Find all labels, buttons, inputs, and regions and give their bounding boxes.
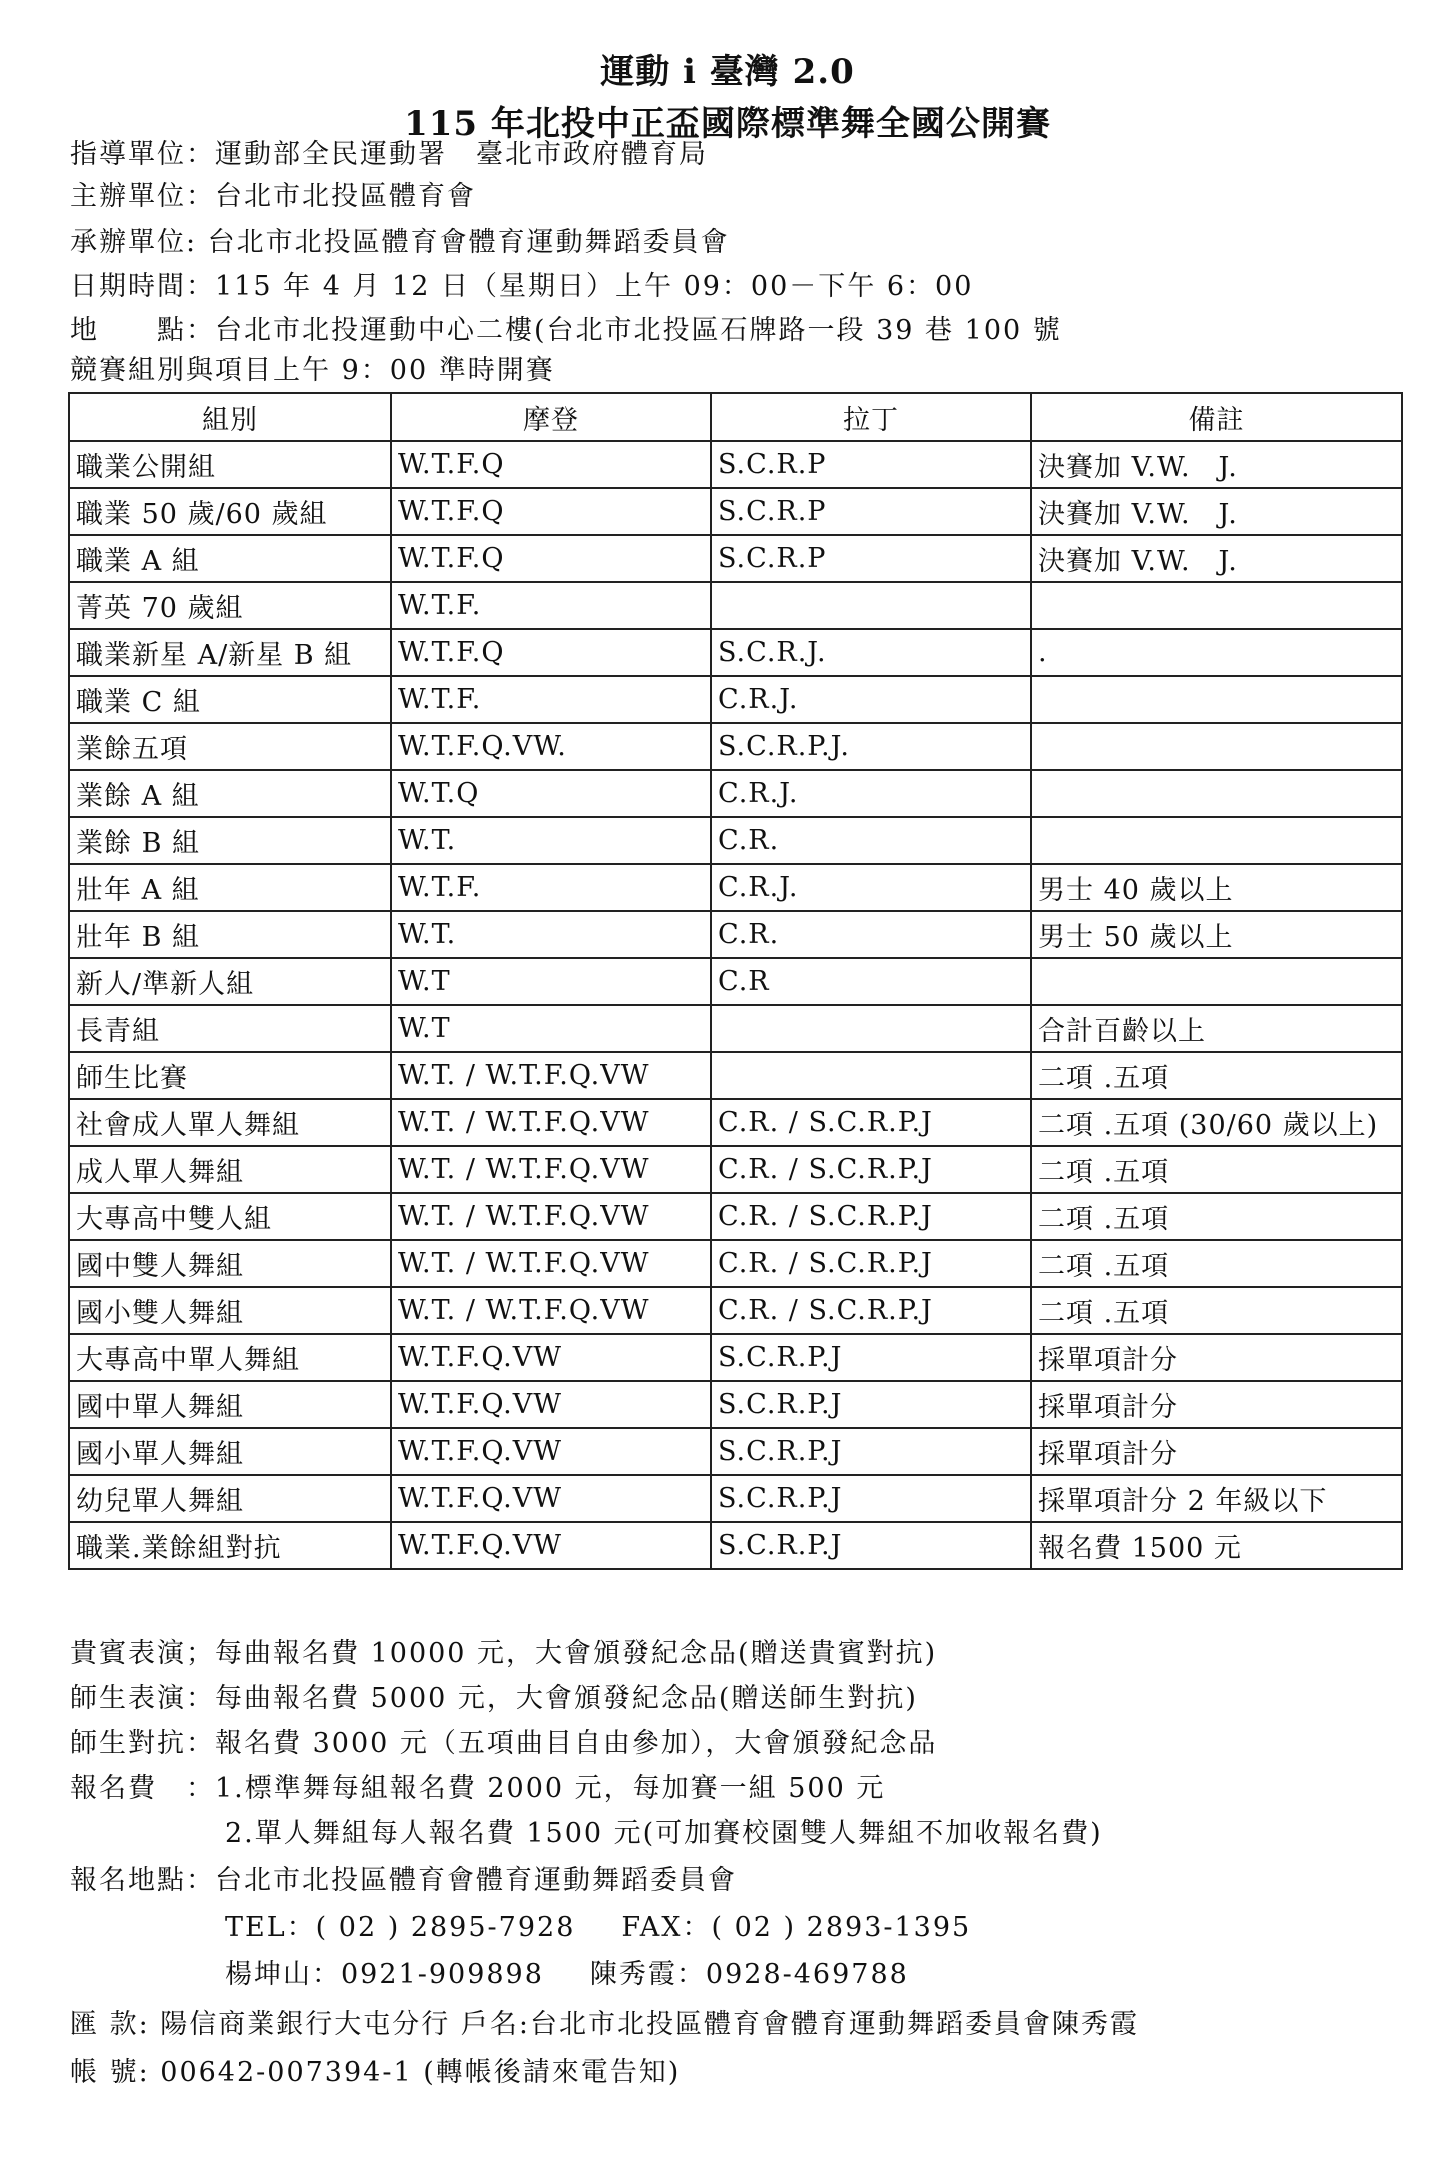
group-cell: 國小雙人舞組 [69,1287,391,1334]
modern-cell: W.T. [391,911,711,958]
group-cell: 大專高中雙人組 [69,1193,391,1240]
remarks-cell: 男士 50 歲以上 [1031,911,1402,958]
modern-cell: W.T. / W.T.F.Q.VW [391,1099,711,1146]
group-cell: 業餘 B 組 [69,817,391,864]
modern-cell: W.T.Q [391,770,711,817]
modern-cell: W.T. / W.T.F.Q.VW [391,1146,711,1193]
modern-cell: W.T.F.Q [391,441,711,488]
remarks-cell: 決賽加 V.W. J. [1031,488,1402,535]
table-row [69,911,1402,958]
group-cell: 職業.業餘組對抗 [69,1522,391,1569]
modern-cell: W.T.F. [391,582,711,629]
modern-cell: W.T. / W.T.F.Q.VW [391,1193,711,1240]
fax: FAX：( 02 ) 2893-1395 [621,1912,972,1943]
fee-line-1: 報名費 ：1.標準舞每組報名費 2000 元，每加賽一組 500 元 [70,1773,886,1804]
table-row [69,1381,1402,1428]
group-cell: 壯年 A 組 [69,864,391,911]
table-row [69,1334,1402,1381]
group-cell: 長青組 [69,1005,391,1052]
remarks-cell: 採單項計分 [1031,1381,1402,1428]
group-cell: 菁英 70 歲組 [69,582,391,629]
registration-place: 報名地點：台北市北投區體育會體育運動舞蹈委員會 [70,1865,737,1896]
table-row [69,441,1402,488]
remarks-cell [1031,582,1402,629]
contacts [225,1958,909,1992]
latin-cell: S.C.R.P.J [711,1428,1031,1475]
remarks-cell [1031,770,1402,817]
table-row [69,1240,1402,1287]
group-cell: 成人單人舞組 [69,1146,391,1193]
remarks-cell: 報名費 1500 元 [1031,1522,1402,1569]
latin-cell: C.R. [711,911,1031,958]
table-row [69,723,1402,770]
group-cell: 職業 50 歲/60 歲組 [69,488,391,535]
account-number: 帳 號: 00642-007394-1 (轉帳後請來電告知) [70,2057,681,2088]
modern-cell: W.T.F.Q.VW [391,1428,711,1475]
table-row [69,535,1402,582]
vip-performance: 貴賓表演；每曲報名費 10000 元，大會頒發紀念品(贈送貴賓對抗) [70,1638,938,1669]
remarks-cell: 合計百齡以上 [1031,1005,1402,1052]
modern-cell: W.T.F.Q [391,488,711,535]
header-modern: 摩登 [391,393,711,441]
latin-cell: S.C.R.P.J [711,1475,1031,1522]
latin-cell [711,1005,1031,1052]
latin-cell: C.R. / S.C.R.P.J [711,1146,1031,1193]
modern-cell: W.T [391,958,711,1005]
latin-cell: S.C.R.P.J [711,1381,1031,1428]
group-cell: 社會成人單人舞組 [69,1099,391,1146]
remarks-cell [1031,958,1402,1005]
modern-cell: W.T.F.Q.VW. [391,723,711,770]
fee-line-2: 2.單人舞組每人報名費 1500 元(可加賽校園雙人舞組不加收報名費) [225,1818,1103,1849]
location-value: 台北市北投運動中心二樓(台北市北投區石牌路一段 39 巷 100 號 [215,315,1062,346]
latin-cell: S.C.R.P [711,535,1031,582]
group-cell: 職業 C 組 [69,676,391,723]
title-line-2: 115 年北投中正盃國際標準舞全國公開賽 [404,104,1051,144]
contact-2: 陳秀霞：0928-469788 [589,1959,909,1990]
latin-cell: S.C.R.J. [711,629,1031,676]
latin-cell: C.R.J. [711,770,1031,817]
remarks-cell: 二項 .五項 [1031,1193,1402,1240]
table-row [69,1287,1402,1334]
teacher-vs: 師生對抗：報名費 3000 元（五項曲目自由參加），大會頒發紀念品 [70,1728,938,1759]
remarks-cell: 採單項計分 2 年級以下 [1031,1475,1402,1522]
group-cell: 職業 A 組 [69,535,391,582]
title-line-1: 運動 i 臺灣 2.0 [600,52,855,92]
table-row [69,1052,1402,1099]
table-row [69,770,1402,817]
table-row [69,1193,1402,1240]
latin-cell: C.R.J. [711,864,1031,911]
latin-cell: C.R. / S.C.R.P.J [711,1287,1031,1334]
modern-cell: W.T. [391,817,711,864]
table-row [69,1522,1402,1569]
guidance-unit: 指導單位：運動部全民運動署 臺北市政府體育局 [70,139,708,170]
modern-cell: W.T.F.Q.VW [391,1522,711,1569]
header-group: 組別 [69,393,391,441]
modern-cell: W.T.F. [391,676,711,723]
table-row [69,1099,1402,1146]
telephone: TEL：( 02 ) 2895-7928 [225,1912,576,1943]
modern-cell: W.T.F.Q.VW [391,1334,711,1381]
group-cell: 大專高中單人舞組 [69,1334,391,1381]
table-row [69,629,1402,676]
latin-cell: S.C.R.P [711,441,1031,488]
modern-cell: W.T.F.Q.VW [391,1475,711,1522]
modern-cell: W.T. / W.T.F.Q.VW [391,1287,711,1334]
group-cell: 國中雙人舞組 [69,1240,391,1287]
group-cell: 新人/準新人組 [69,958,391,1005]
remarks-cell: 採單項計分 [1031,1334,1402,1381]
modern-cell: W.T. / W.T.F.Q.VW [391,1240,711,1287]
table-row [69,1428,1402,1475]
latin-cell [711,1052,1031,1099]
group-cell: 國中單人舞組 [69,1381,391,1428]
table-row [69,676,1402,723]
table-body [69,441,1402,1569]
event-location [70,314,1062,348]
latin-cell: S.C.R.P.J [711,1522,1031,1569]
modern-cell: W.T.F. [391,864,711,911]
latin-cell: C.R. / S.C.R.P.J [711,1099,1031,1146]
table-row [69,582,1402,629]
modern-cell: W.T [391,1005,711,1052]
location-label: 地 點： [70,315,215,346]
executor-unit: 承辦單位: 台北市北投區體育會體育運動舞蹈委員會 [70,227,730,258]
modern-cell: W.T.F.Q.VW [391,1381,711,1428]
table-row [69,864,1402,911]
remarks-cell: 二項 .五項 [1031,1052,1402,1099]
phone-fax [225,1911,971,1945]
group-cell: 職業新星 A/新星 B 組 [69,629,391,676]
modern-cell: W.T. / W.T.F.Q.VW [391,1052,711,1099]
modern-cell: W.T.F.Q [391,535,711,582]
table-row [69,488,1402,535]
table-row [69,958,1402,1005]
remarks-cell: 二項 .五項 [1031,1146,1402,1193]
header-latin: 拉丁 [711,393,1031,441]
teacher-performance: 師生表演：每曲報名費 5000 元，大會頒發紀念品(贈送師生對抗) [70,1683,918,1714]
table-row [69,1146,1402,1193]
group-cell: 國小單人舞組 [69,1428,391,1475]
remarks-cell: 男士 40 歲以上 [1031,864,1402,911]
group-cell: 職業公開組 [69,441,391,488]
latin-cell: C.R. [711,817,1031,864]
schedule-table [68,392,1403,1570]
remittance: 匯 款: 陽信商業銀行大屯分行 戶名:台北市北投區體育會體育運動舞蹈委員會陳秀霞 [70,2009,1139,2040]
latin-cell: C.R. / S.C.R.P.J [711,1240,1031,1287]
organizer-unit: 主辦單位：台北市北投區體育會 [70,181,476,212]
remarks-cell [1031,723,1402,770]
remarks-cell: 二項 .五項 (30/60 歲以上) [1031,1099,1402,1146]
remarks-cell: 二項 .五項 [1031,1287,1402,1334]
table-row [69,1005,1402,1052]
remarks-cell: . [1031,629,1402,676]
remarks-cell: 決賽加 V.W. J. [1031,535,1402,582]
start-note: 競賽組別與項目上午 9：00 準時開賽 [70,355,555,386]
remarks-cell: 二項 .五項 [1031,1240,1402,1287]
remarks-cell [1031,676,1402,723]
remarks-cell: 採單項計分 [1031,1428,1402,1475]
table-row [69,817,1402,864]
latin-cell: C.R. / S.C.R.P.J [711,1193,1031,1240]
event-datetime: 日期時間：115 年 4 月 12 日（星期日）上午 09：00－下午 6：00 [70,271,974,302]
modern-cell: W.T.F.Q [391,629,711,676]
contact-1: 楊坤山：0921-909898 [225,1959,544,1990]
table-row [69,1475,1402,1522]
remarks-cell: 決賽加 V.W. J. [1031,441,1402,488]
latin-cell: S.C.R.P.J [711,1334,1031,1381]
group-cell: 幼兒單人舞組 [69,1475,391,1522]
remarks-cell [1031,817,1402,864]
latin-cell: S.C.R.P [711,488,1031,535]
latin-cell: C.R [711,958,1031,1005]
group-cell: 業餘五項 [69,723,391,770]
group-cell: 壯年 B 組 [69,911,391,958]
header-remarks: 備註 [1031,393,1402,441]
group-cell: 師生比賽 [69,1052,391,1099]
latin-cell: C.R.J. [711,676,1031,723]
table-header-row [69,393,1402,441]
group-cell: 業餘 A 組 [69,770,391,817]
latin-cell [711,582,1031,629]
latin-cell: S.C.R.P.J. [711,723,1031,770]
